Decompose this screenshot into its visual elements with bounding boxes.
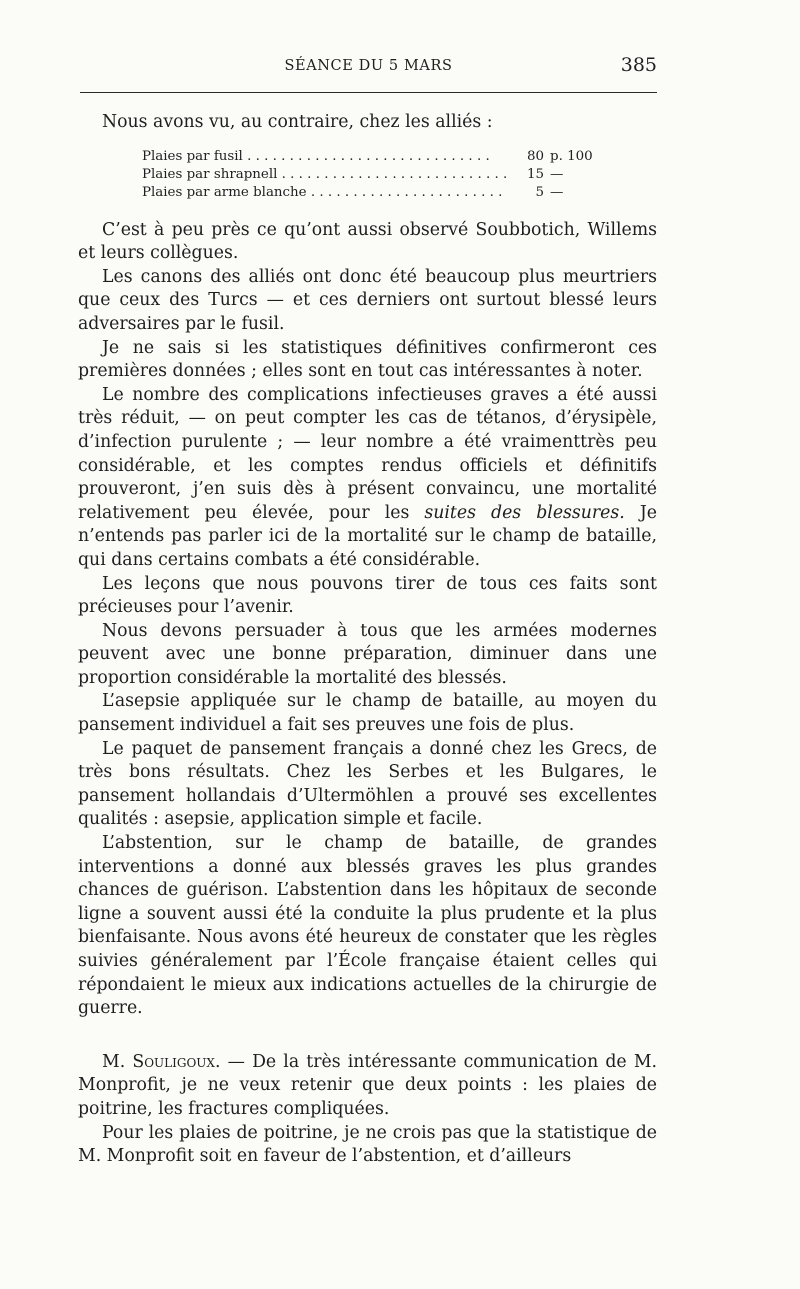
table-row	[142, 148, 657, 166]
paragraph-intro: Nous avons vu, au contraire, chez les alliés :	[102, 112, 493, 132]
paragraph: Je ne sais si les statistiques définitives confirmeront ces premières données ; elles sont en tout cas intéressantes à noter.	[78, 337, 657, 382]
paragraph: Nous devons persuader à tous que les armées modernes peuvent avec une bonne préparation, diminuer dans une proportion considérable la mortalité des blessés.	[78, 620, 657, 688]
paragraph	[78, 384, 657, 573]
row-value: 5	[535, 184, 544, 200]
row-unit: p. 100	[550, 148, 593, 164]
paragraph: Le paquet de pansement français a donné chez les Grecs, de très bons résultats. Chez les Serbes et les Bulgares, le pansement hollandais d’Ultermöhlen a prouvé ses excellentes qualités : asepsie, application simple et facile.	[78, 738, 657, 830]
table-row	[142, 166, 657, 184]
paragraph-text: Je n’entends pas parler ici de la mortalité sur le champ de bataille, qui dans certains combats a été considérable.	[78, 502, 658, 570]
paragraph: L’abstention, sur le champ de bataille, de grandes interventions a donné aux blessés graves les plus grandes chances de guérison. L’abstention dans les hôpitaux de seconde ligne a souvent aussi été la conduite la plus prudente et la plus bienfaisante. Nous avons été heureux de constater que les règles suivies généralement par l’École française étaient celles qui répondaient le mieux aux indications actuelles de la chirurgie de guerre.	[78, 833, 657, 1019]
row-unit: —	[550, 166, 564, 182]
row-value: 15	[526, 166, 544, 182]
row-label: Plaies par arme blanche . . . . . . . . . . . . . . . . . . . . . . .	[142, 184, 503, 200]
paragraph-speaker	[78, 1051, 657, 1122]
table-row	[142, 184, 657, 202]
row-label: Plaies par shrapnell . . . . . . . . . . . . . . . . . . . . . . . . . . .	[142, 166, 508, 182]
header-rule	[80, 92, 657, 93]
paragraph: Les canons des alliés ont donc été beaucoup plus meurtriers que ceux des Turcs — et ces derniers ont surtout blessé leurs adversaires par le fusil.	[78, 266, 657, 334]
italic-phrase: suites des blessures.	[424, 502, 625, 523]
paragraph: C’est à peu près ce qu’ont aussi observé Soubbotich, Willems et leurs collègues.	[78, 219, 657, 264]
speaker-name: Souligoux.	[132, 1051, 221, 1072]
paragraph-text: Le nombre des complications infectieuses graves a été aussi très réduit, — on peut compter les cas de tétanos, d’érysipèle, d’infection purulente ; — leur nombre a été vraimenttrès peu considérable, et les comptes rendus officiels et définitifs prouveront, j’en suis dès à présent convaincu, une mortalité relativement peu élevée, pour les	[78, 384, 657, 523]
page-header	[80, 50, 657, 80]
speaker-prefix: M.	[102, 1051, 126, 1072]
row-unit: —	[550, 184, 564, 200]
wound-statistics-table	[142, 148, 657, 202]
paragraph-text: — De la très intéressante communication de M. Monprofit, je ne veux retenir que deux points : les plaies de poitrine, les fractures compliquées.	[78, 1051, 658, 1119]
body-text	[78, 111, 657, 1169]
paragraph: Pour les plaies de poitrine, je ne crois pas que la statistique de M. Monprofit soit en faveur de l’abstention, et d’ailleurs	[78, 1122, 657, 1167]
paragraph: L’asepsie appliquée sur le champ de bataille, au moyen du pansement individuel a fait ses preuves une fois de plus.	[78, 691, 657, 736]
running-title: SÉANCE DU 5 MARS	[284, 58, 453, 74]
row-value: 80	[526, 148, 544, 164]
page-number: 385	[620, 54, 657, 76]
row-label: Plaies par fusil . . . . . . . . . . . . . . . . . . . . . . . . . . . . .	[142, 148, 490, 164]
paragraph: Les leçons que nous pouvons tirer de tous ces faits sont précieuses pour l’avenir.	[78, 573, 657, 618]
